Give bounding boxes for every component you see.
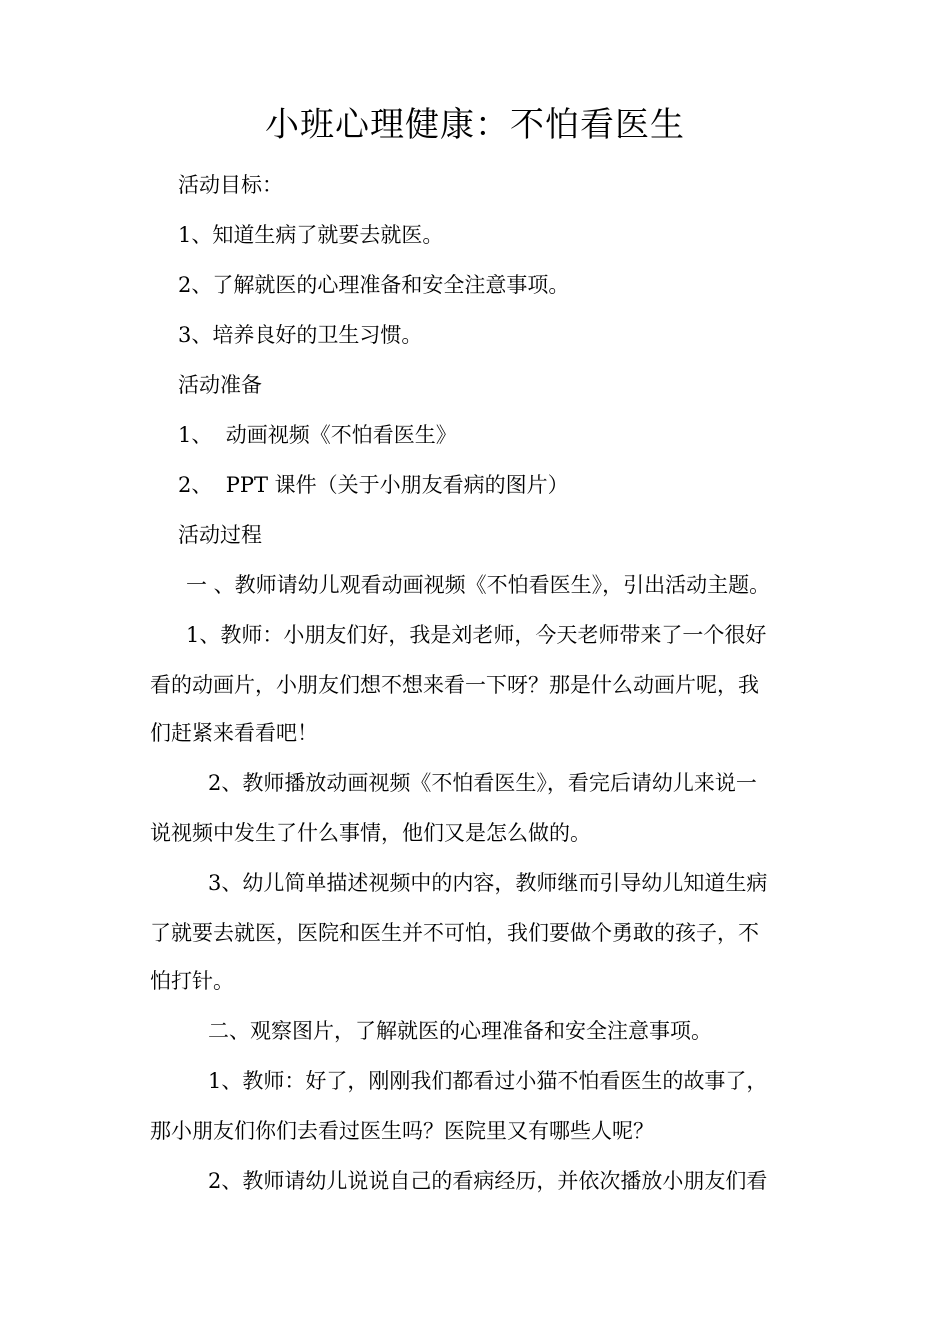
preparation-item: 1、 动画视频《不怕看医生》 (178, 423, 457, 447)
paragraph-line: 1、教师：好了，刚刚我们都看过小猫不怕看医生的故事了， (208, 1069, 768, 1093)
paragraph-line: 那小朋友们你们去看过医生吗？医院里又有哪些人呢？ (150, 1119, 654, 1143)
paragraph-line: 了就要去就医，医院和医生并不可怕，我们要做个勇敢的孩子，不 (150, 921, 759, 945)
process-step-heading: 一 、教师请幼儿观看动画视频《不怕看医生》，引出活动主题。 (186, 573, 771, 597)
document-title: 小班心理健康：不怕看医生 (265, 105, 685, 145)
paragraph-line: 怕打针。 (150, 969, 234, 993)
paragraph-line: 3、幼儿简单描述视频中的内容，教师继而引导幼儿知道生病 (208, 871, 768, 895)
paragraph-line: 看的动画片，小朋友们想不想来看一下呀？那是什么动画片呢，我 (150, 673, 759, 697)
section-heading-process: 活动过程 (178, 523, 262, 547)
paragraph-line: 2、教师请幼儿说说自己的看病经历，并依次播放小朋友们看 (208, 1169, 768, 1193)
process-step-heading: 二、观察图片，了解就医的心理准备和安全注意事项。 (208, 1019, 712, 1043)
goal-item: 3、培养良好的卫生习惯。 (178, 323, 423, 347)
goal-item: 1、知道生病了就要去就医。 (178, 223, 444, 247)
paragraph-line: 说视频中发生了什么事情，他们又是怎么做的。 (150, 821, 591, 845)
paragraph-line: 们赶紧来看看吧！ (150, 721, 318, 745)
preparation-item: 2、 PPT 课件（关于小朋友看病的图片） (178, 473, 569, 497)
section-heading-goals: 活动目标： (178, 173, 283, 197)
paragraph-line: 2、教师播放动画视频《不怕看医生》，看完后请幼儿来说一 (208, 771, 757, 795)
section-heading-preparation: 活动准备 (178, 373, 262, 397)
paragraph-line: 1、教师：小朋友们好，我是刘老师，今天老师带来了一个很好 (186, 623, 767, 647)
goal-item: 2、了解就医的心理准备和安全注意事项。 (178, 273, 570, 297)
